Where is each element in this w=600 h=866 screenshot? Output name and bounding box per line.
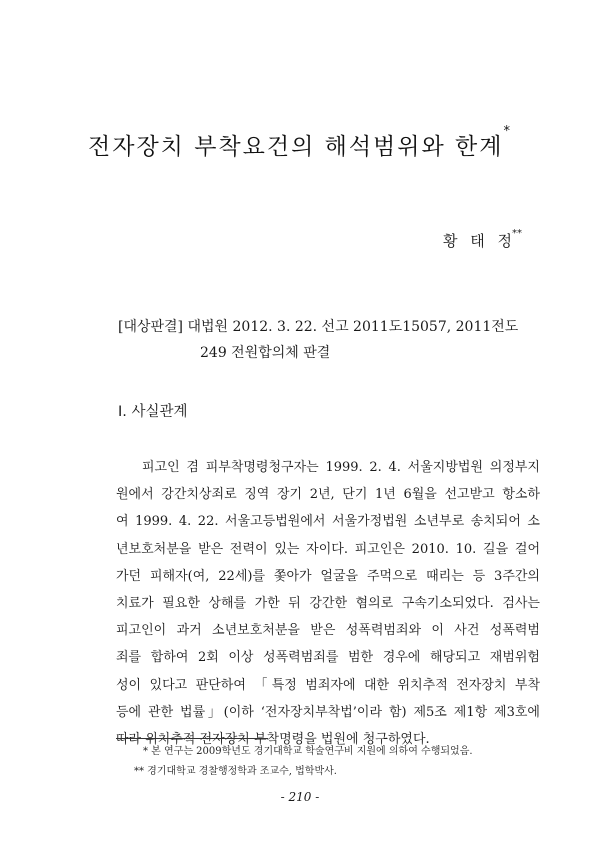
body-line: 원에서 강간치상죄로 징역 장기 2년, 단기 1년 6월을 선고받고 항소하 (116, 487, 540, 503)
body-line: 등에 관한 법률」(이하 ‘전자장치부착법’이라 함) 제5조 제1항 제3호에 (116, 704, 540, 720)
author-footnote-mark: ** (512, 228, 522, 239)
case-line-1: 대법원 2012. 3. 22. 선고 2011도15057, 2011전도 (187, 319, 519, 335)
case-reference (118, 314, 538, 366)
footnote-divider (116, 738, 268, 739)
body-line: 치료가 필요한 상해를 가한 뒤 강간한 혐의로 구속기소되었다. 검사는 (116, 596, 540, 612)
footnote-1: * 본 연구는 2009학년도 경기대학교 학술연구비 지원에 의하여 수행되었음. (143, 746, 473, 757)
title-text: 전자장치 부착요건의 해석범위와 한계 (88, 134, 504, 160)
author-name (443, 230, 522, 251)
case-label: [대상판결] (118, 319, 184, 335)
paper-title (0, 124, 600, 161)
body-line: 피고인이 과거 소년보호처분을 받은 성폭력범죄와 이 사건 성폭력범 (116, 623, 540, 639)
body-line: 성이 있다고 판단하여 「특정 범죄자에 대한 위치추적 전자장치 부착 (116, 677, 540, 693)
page-number: - 210 - (280, 790, 320, 804)
footnote-2: ** 경기대학교 경찰행정학과 조교수, 법학박사. (134, 766, 337, 777)
body-paragraph (116, 454, 540, 753)
body-line: 가던 피해자(여, 22세)를 쫓아가 얼굴을 주먹으로 때리는 등 3주간의 (116, 568, 540, 584)
body-line: 피고인 겸 피부착명령청구자는 1999. 2. 4. 서울지방법원 의정부지 (142, 460, 540, 475)
body-line: 년보호처분을 받은 전력이 있는 자이다. 피고인은 2010. 10. 길을 걸어 (116, 541, 540, 557)
body-line: 죄를 합하여 2회 이상 성폭력범죄를 범한 경우에 해당되고 재범위험 (116, 650, 540, 666)
body-line: 여 1999. 4. 22. 서울고등법원에서 서울가정법원 소년부로 송치되어 소 (116, 514, 540, 530)
section-heading: Ⅰ. 사실관계 (118, 404, 188, 420)
case-line-2: 249 전원합의체 판결 (200, 345, 331, 361)
title-footnote-mark: * (503, 124, 512, 139)
author-text: 황 태 정 (442, 232, 512, 250)
body-line: 따라 위치추적 전자장치 부착명령을 법원에 청구하였다. (116, 732, 430, 748)
